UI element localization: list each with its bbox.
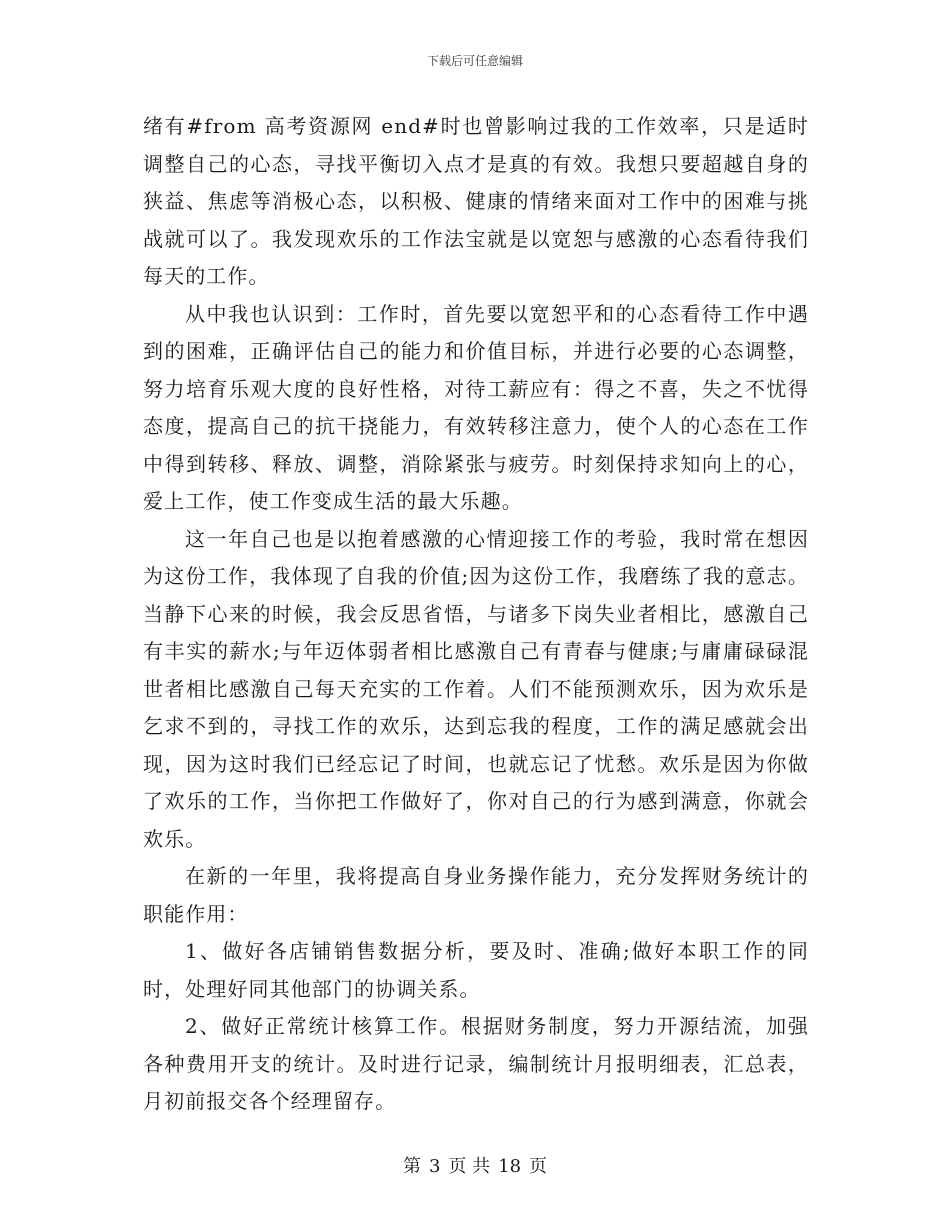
header-text: 下载后可任意编辑 bbox=[426, 54, 523, 68]
paragraph: 这一年自己也是以抱着感激的心情迎接工作的考验，我时常在想因为这份工作，我体现了自我的价值;因为这份工作，我磨练了我的意志。当静下心来的时候，我会反思省悟，与诸多下岗失业者相比，感激自己有丰实的薪水;与年迈体弱者相比感激自己有青春与健康;与庸庸碌碌混世者相比感激自己每天充实的工作着。人们不能预测欢乐，因为欢乐是乞求不到的，寻找工作的欢乐，达到忘我的程度，工作的满足感就会出现，因为这时我们已经忘记了时间，也就忘记了忧愁。欢乐是因为你做了欢乐的工作，当你把工作做好了，你对自己的行为感到满意，你就会欢乐。 bbox=[143, 526, 809, 851]
footer-prefix: 第 bbox=[402, 1156, 421, 1177]
footer-middle: 页 共 bbox=[448, 1156, 491, 1177]
list-item: 1、做好各店铺销售数据分析，要及时、准确;做好本职工作的同时，处理好同其他部门的协调关系。 bbox=[143, 939, 809, 1001]
total-pages-number: 18 bbox=[498, 1156, 522, 1177]
paragraph: 从中我也认识到：工作时，首先要以宽恕平和的心态看待工作中遇到的困难，正确评估自己的能力和价值目标，并进行必要的心态调整，努力培育乐观大度的良好性格，对待工薪应有：得之不喜，失之不忧得态度，提高自己的抗干挠能力，有效转移注意力，使个人的心态在工作中得到转移、释放、调整，消除紧张与疲劳。时刻保持求知向上的心，爱上工作，使工作变成生活的最大乐趣。 bbox=[143, 301, 809, 513]
page-header bbox=[0, 53, 950, 69]
document-body bbox=[143, 108, 809, 1121]
current-page-number: 3 bbox=[428, 1156, 441, 1177]
footer-suffix: 页 bbox=[529, 1156, 548, 1177]
list-item: 2、做好正常统计核算工作。根据财务制度，努力开源结流，加强各种费用开支的统计。及时进行记录，编制统计月报明细表，汇总表，月初前报交各个经理留存。 bbox=[143, 1014, 809, 1113]
paragraph-continued: 绪有#from 高考资源网 end#时也曾影响过我的工作效率，只是适时调整自己的心态，寻找平衡切入点才是真的有效。我想只要超越自身的狭益、焦虑等消极心态，以积极、健康的情绪来面对工作中的困难与挑战就可以了。我发现欢乐的工作法宝就是以宽恕与感激的心态看待我们每天的工作。 bbox=[143, 114, 809, 288]
paragraph: 在新的一年里，我将提高自身业务操作能力，充分发挥财务统计的职能作用： bbox=[143, 864, 809, 926]
page-footer bbox=[0, 1156, 950, 1178]
